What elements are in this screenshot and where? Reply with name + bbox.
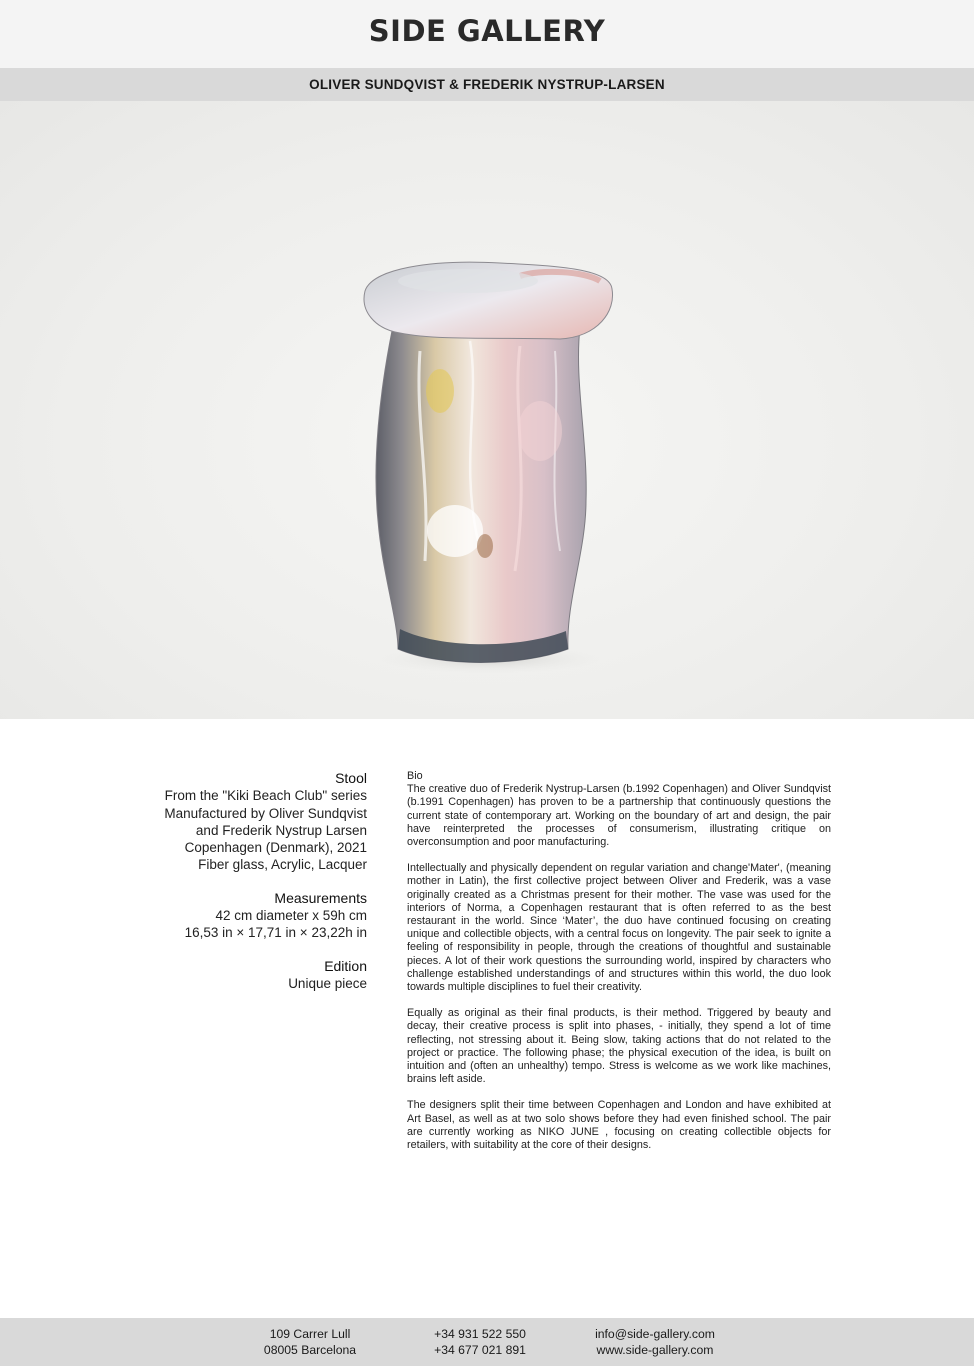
edition-label: Edition	[324, 957, 367, 974]
measurement-line: 42 cm diameter x 59h cm	[215, 908, 367, 924]
footer-phones	[410, 1326, 550, 1358]
stool-sculpture	[0, 101, 974, 719]
artwork-title: Stool	[335, 770, 367, 786]
artwork-details	[120, 770, 367, 1008]
footer	[0, 1318, 974, 1366]
detail-line: and Frederik Nystrup Larsen	[195, 822, 367, 838]
phone-link[interactable]: +34 931 522 550	[434, 1327, 526, 1341]
bio-section	[407, 770, 831, 1165]
detail-line: Manufactured by Oliver Sundqvist	[164, 805, 367, 821]
header	[0, 0, 974, 68]
footer-contact	[575, 1326, 735, 1358]
artist-name: OLIVER SUNDQVIST & FREDERIK NYSTRUP-LARSEN	[309, 77, 665, 92]
measurements-group	[120, 890, 367, 942]
title-group	[120, 770, 367, 874]
email-link[interactable]: info@side-gallery.com	[595, 1327, 715, 1341]
address-line: 08005 Barcelona	[263, 1343, 357, 1357]
address-line: 109 Carrer Lull	[269, 1327, 351, 1341]
detail-line: Copenhagen (Denmark), 2021	[184, 840, 367, 856]
website-link[interactable]: www.side-gallery.com	[596, 1343, 714, 1357]
artwork-image	[0, 101, 974, 719]
edition-value: Unique piece	[288, 975, 367, 991]
measurements-label: Measurements	[274, 889, 367, 906]
bio-paragraph: Intellectually and physically dependent on regular variation and change'Mater', (meaning mother in Latin), the first collective project between Oliver and Frederik, was a vase originally created as a Christmas present for their mother. The vase was used for the interiors of Norma, a Copenhagen restaurant that is often referred to as the best restaurant in the world. Since ‘Mater’, the duo have continued focusing on creating unique and collectible objects, with a central focus on longevity. The pair seek to ignite a feeling of responsibility in people, through the creations of thoughtful and sustainable pieces. A lot of their work questions the surrounding world, inspired by characters who challenge established understandings of and structures within this world, the duo look towards multiple disciplines to fuel their creativity.	[407, 862, 831, 994]
edition-group	[120, 958, 367, 993]
artist-bar	[0, 68, 974, 101]
bio-paragraph: The designers split their time between Copenhagen and London and have exhibited at Art Basel, as well as at two solo shows before they had even finished school. The pair are currently working as NIKO JUNE , focusing on creating collectible objects for retailers, with suitability at the core of their designs.	[407, 1099, 831, 1152]
bio-paragraph: The creative duo of Frederik Nystrup-Larsen (b.1992 Copenhagen) and Oliver Sundqvist (b.1991 Copenhagen) has proven to be a partnership that continuously questions the current state of contemporary art. Working on the boundary of art and design, the pair have reinterpreted the processes of consumerism, illustrating critique on overconsumption and poor manufacturing.	[407, 783, 831, 849]
footer-address	[240, 1326, 380, 1358]
gallery-logo[interactable]: SIDE GALLERY	[368, 14, 606, 48]
phone-link[interactable]: +34 677 021 891	[434, 1343, 526, 1357]
bio-label: Bio	[407, 770, 423, 782]
bio-paragraph: Equally as original as their final products, is their method. Triggered by beauty and decay, their creative process is split into phases, - initially, they spend a lot of time reflecting, not stressing about it. Being slow, taking actions that do not related to the project or practice. The following phase; the physical execution of the idea, is built on intuition and (often an unhealthy) tempo. Stress is welcome as we work like machines, brains left aside.	[407, 1007, 831, 1086]
measurement-line: 16,53 in × 17,71 in × 23,22h in	[184, 925, 367, 941]
detail-line: Fiber glass, Acrylic, Lacquer	[198, 857, 367, 873]
detail-line: From the "Kiki Beach Club" series	[164, 788, 367, 804]
